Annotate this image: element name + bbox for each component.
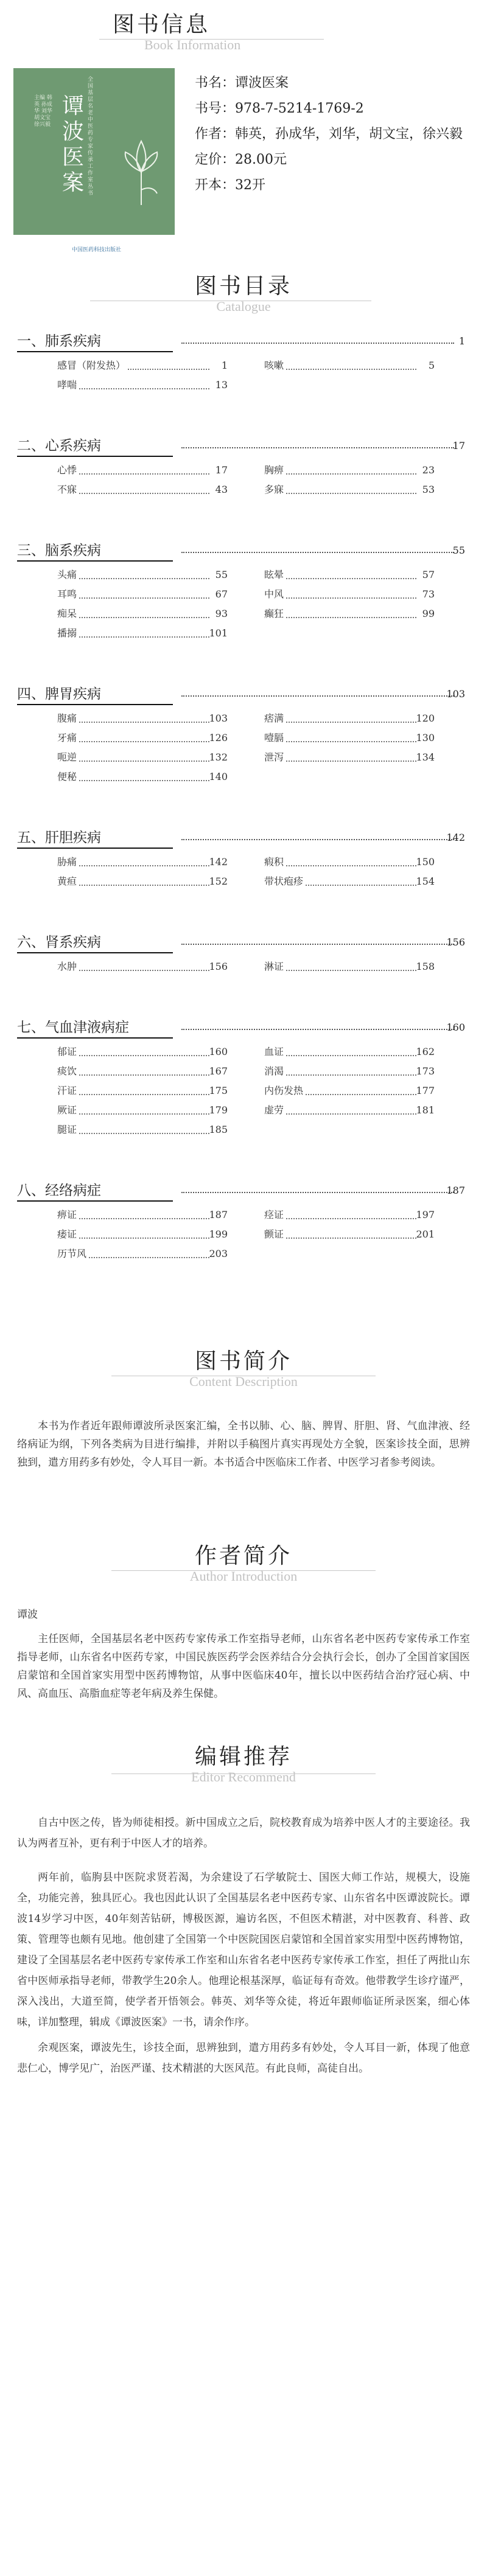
entry-dot-leader — [57, 865, 209, 866]
toc-entry[interactable] — [264, 1042, 435, 1062]
entry-dot-leader — [57, 578, 209, 579]
catalogue-heading: 图书目录 — [194, 274, 292, 299]
entry-page-number: 167 — [209, 1065, 228, 1077]
catalogue-list — [0, 327, 487, 1300]
entry-dot-leader — [264, 970, 416, 971]
entry-title: 感冒（附发热） — [57, 356, 128, 375]
editor-paragraph-1: 自古中医之传，皆为师徒相授。新中国成立之后，院校教育成为培养中医人才的主要途径。我认为两者互补，更有利于中医人才的培养。 — [17, 1817, 470, 1850]
book-isbn-field: 书号：978-7-5214-1769-2 — [195, 101, 364, 116]
toc-row — [17, 1244, 465, 1264]
toc-entry[interactable] — [57, 852, 228, 872]
chapter-heading — [17, 1013, 465, 1042]
chapter-heading — [17, 680, 465, 709]
entry-page-number: 158 — [416, 961, 435, 972]
chapter-dot-leader — [181, 944, 454, 945]
entry-title: 头痛 — [57, 565, 79, 585]
entry-title: 不寐 — [57, 480, 79, 500]
toc-entry[interactable] — [264, 872, 435, 891]
toc-entry[interactable] — [264, 728, 435, 748]
entry-title: 耳鸣 — [57, 585, 79, 604]
entry-page-number: 43 — [215, 484, 228, 495]
toc-entry[interactable] — [57, 604, 228, 624]
chapter-page-number: 142 — [446, 832, 465, 843]
toc-row — [17, 624, 465, 643]
toc-entry[interactable] — [57, 624, 228, 643]
toc-entry[interactable] — [57, 565, 228, 585]
chapter-page-number: 156 — [446, 936, 465, 948]
entry-page-number: 120 — [416, 712, 435, 724]
toc-row — [17, 461, 465, 480]
toc-entry[interactable] — [57, 1042, 228, 1062]
entry-dot-leader — [57, 636, 209, 638]
entry-page-number: 156 — [209, 961, 228, 972]
entry-dot-leader — [57, 617, 209, 618]
toc-row — [17, 1101, 465, 1120]
book-format-field: 开本：32开 — [195, 178, 265, 193]
entry-dot-leader — [264, 493, 416, 494]
entry-page-number: 53 — [422, 484, 435, 495]
author-rule — [111, 1570, 376, 1571]
toc-entry[interactable] — [57, 480, 228, 500]
entry-dot-leader — [57, 761, 209, 762]
entry-title: 噎膈 — [264, 728, 286, 748]
editor-body — [0, 1812, 487, 2079]
entry-title: 胸痹 — [264, 461, 286, 480]
catalogue-heading-en: Catalogue — [216, 299, 271, 314]
intro-heading: 图书简介 — [194, 1349, 292, 1374]
chapter-spacer — [17, 643, 465, 680]
entry-title: 痉证 — [264, 1205, 286, 1225]
chapter-title: 六、肾系疾病 — [17, 935, 101, 950]
book-info-heading-en: Book Information — [144, 37, 241, 52]
toc-row — [17, 1062, 465, 1081]
entry-dot-leader — [57, 1055, 209, 1056]
entry-dot-leader — [57, 1218, 209, 1219]
chapter-title: 三、脑系疾病 — [17, 543, 101, 559]
entry-title: 癫狂 — [264, 604, 286, 624]
toc-row — [17, 1042, 465, 1062]
chapter-heading — [17, 928, 465, 957]
chapter-dot-leader — [181, 552, 454, 553]
chapter-heading — [17, 1176, 465, 1205]
entry-page-number: 150 — [416, 856, 435, 868]
toc-row — [17, 852, 465, 872]
entry-title: 历节风 — [57, 1244, 89, 1264]
author-header — [0, 1539, 487, 1606]
entry-dot-leader — [264, 578, 416, 579]
entry-title: 痞满 — [264, 709, 286, 728]
entry-dot-leader — [264, 1113, 416, 1115]
chapter-title: 五、肝胆疾病 — [17, 830, 101, 846]
toc-entry[interactable] — [57, 356, 228, 375]
toc-row — [17, 872, 465, 891]
entry-page-number: 154 — [416, 875, 435, 887]
toc-entry[interactable] — [264, 461, 435, 480]
entry-page-number: 142 — [209, 856, 228, 868]
chapter-dot-leader — [181, 695, 454, 697]
entry-page-number: 197 — [416, 1209, 435, 1220]
entry-page-number: 181 — [416, 1104, 435, 1116]
chapter-underline — [17, 952, 173, 953]
entry-page-number: 134 — [416, 751, 435, 763]
entry-page-number: 55 — [215, 569, 228, 580]
chapter-title: 二、心系疾病 — [17, 438, 101, 454]
author-heading-en: Author Introduction — [189, 1568, 298, 1584]
entry-dot-leader — [57, 473, 209, 475]
entry-title: 呃逆 — [57, 748, 79, 767]
entry-title: 淋证 — [264, 957, 286, 976]
entry-dot-leader — [264, 741, 416, 742]
entry-page-number: 17 — [215, 464, 228, 476]
author-section — [0, 1539, 487, 1703]
book-info-heading: 图书信息 — [113, 12, 211, 37]
entry-page-number: 99 — [422, 608, 435, 619]
entry-dot-leader — [57, 1113, 209, 1115]
toc-entry[interactable] — [57, 1062, 228, 1081]
entry-title: 痿证 — [57, 1225, 79, 1244]
toc-row — [17, 1225, 465, 1244]
chapter-spacer — [17, 500, 465, 536]
book-price-field: 定价：28.00元 — [195, 152, 287, 167]
entry-page-number: 140 — [209, 771, 228, 782]
entry-dot-leader — [264, 617, 416, 618]
toc-entry[interactable] — [264, 1225, 435, 1244]
toc-row — [17, 1120, 465, 1140]
entry-title: 中风 — [264, 585, 286, 604]
entry-title: 咳嗽 — [264, 356, 286, 375]
chapter-dot-leader — [181, 343, 454, 344]
entry-title: 胁痛 — [57, 852, 79, 872]
entry-dot-leader — [57, 388, 209, 389]
author-heading: 作者简介 — [194, 1544, 292, 1568]
entry-page-number: 5 — [428, 360, 435, 371]
book-title-field: 书名：谭波医案 — [195, 75, 289, 91]
chapter-title: 一、肺系疾病 — [17, 333, 101, 349]
editor-heading: 编辑推荐 — [194, 1744, 292, 1769]
entry-title: 瘕积 — [264, 852, 286, 872]
entry-page-number: 199 — [209, 1228, 228, 1240]
entry-dot-leader — [57, 1238, 209, 1239]
chapter-spacer — [17, 891, 465, 928]
chapter-dot-leader — [181, 1192, 454, 1193]
entry-title: 虚劳 — [264, 1101, 286, 1120]
chapter-page-number: 55 — [452, 545, 465, 556]
entry-dot-leader — [264, 473, 416, 475]
chapter-underline — [17, 560, 173, 562]
lotus-illustration — [117, 135, 166, 208]
entry-title: 内伤发热 — [264, 1081, 306, 1101]
chapter-dot-leader — [181, 1029, 454, 1030]
entry-title: 郁证 — [57, 1042, 79, 1062]
entry-dot-leader — [57, 970, 209, 971]
entry-page-number: 152 — [209, 875, 228, 887]
entry-dot-leader — [264, 722, 416, 723]
toc-row — [17, 1081, 465, 1101]
entry-title: 水肿 — [57, 957, 79, 976]
chapter-entries — [17, 565, 465, 643]
chapter-dot-leader — [181, 447, 454, 448]
entry-title: 哮喘 — [57, 375, 79, 395]
author-paragraph: 主任医师，全国基层名老中医药专家传承工作室指导老师，山东省名老中医药专家传承工作室指导老师，山东省名中医药专家，中国民族医药学会医养结合分会执行会长，创办了全国首家国医启蒙馆和全国首家实用型中医药博物馆，从事中医临床40年，擅长以中医药结合治疗冠心病、中风、高血压、高脂血症等老年病及养生保健。 — [17, 1633, 470, 1700]
entry-title: 心悸 — [57, 461, 79, 480]
entry-title: 眩晕 — [264, 565, 286, 585]
chapter-page-number: 1 — [458, 335, 465, 347]
entry-page-number: 13 — [215, 379, 228, 391]
chapter-entries — [17, 1205, 465, 1264]
entry-page-number: 132 — [209, 751, 228, 763]
entry-title: 痹证 — [57, 1205, 79, 1225]
toc-entry[interactable] — [264, 957, 435, 976]
toc-entry[interactable] — [57, 728, 228, 748]
toc-row — [17, 748, 465, 767]
entry-dot-leader — [264, 1055, 416, 1056]
toc-entry[interactable] — [264, 1205, 435, 1225]
entry-dot-leader — [57, 722, 209, 723]
toc-entry[interactable] — [264, 709, 435, 728]
book-authors-field: 作者：韩英，孙成华，刘华，胡文宝，徐兴毅 — [195, 127, 463, 142]
chapter-entries — [17, 852, 465, 891]
chapter-page-number: 17 — [452, 440, 465, 451]
chapter-underline — [17, 1200, 173, 1202]
entry-dot-leader — [57, 780, 209, 781]
entry-page-number: 101 — [209, 627, 228, 639]
chapter-underline — [17, 848, 173, 849]
entry-page-number: 57 — [422, 569, 435, 580]
entry-page-number: 103 — [209, 712, 228, 724]
entry-dot-leader — [264, 761, 416, 762]
toc-row — [17, 604, 465, 624]
entry-dot-leader — [264, 1218, 416, 1219]
chapter-heading — [17, 431, 465, 461]
chapter-title: 八、经络病症 — [17, 1183, 101, 1199]
toc-entry[interactable] — [264, 748, 435, 767]
entry-page-number: 201 — [416, 1228, 435, 1240]
toc-entry[interactable] — [57, 872, 228, 891]
toc-entry[interactable] — [264, 604, 435, 624]
entry-dot-leader — [264, 1238, 416, 1239]
entry-dot-leader — [264, 597, 416, 599]
chapter-page-number: 187 — [446, 1185, 465, 1196]
entry-title: 带状疱疹 — [264, 872, 306, 891]
editor-section — [0, 1739, 487, 2079]
chapter-title: 四、脾胃疾病 — [17, 686, 101, 702]
entry-dot-leader — [57, 885, 209, 886]
entry-title: 汗证 — [57, 1081, 79, 1101]
toc-entry[interactable] — [264, 1101, 435, 1120]
intro-body — [0, 1417, 487, 1472]
cover-authors: 主编 韩英 孙成华 刘华 胡文宝 徐兴毅 — [34, 95, 52, 128]
entry-title: 腹痛 — [57, 709, 79, 728]
catalogue-header — [0, 269, 487, 327]
intro-section — [0, 1344, 487, 1472]
chapter-entries — [17, 1042, 465, 1140]
entry-dot-leader — [264, 865, 416, 866]
chapter-heading — [17, 823, 465, 852]
entry-title: 血证 — [264, 1042, 286, 1062]
toc-entry[interactable] — [57, 957, 228, 976]
catalogue-section — [0, 269, 487, 1300]
toc-row — [17, 709, 465, 728]
toc-row — [17, 375, 465, 395]
editor-heading-en: Editor Recommend — [191, 1769, 296, 1784]
entry-title: 黄疸 — [57, 872, 79, 891]
chapter-dot-leader — [181, 839, 454, 840]
chapter-underline — [17, 456, 173, 457]
book-info-header — [0, 0, 487, 68]
chapter-page-number: 103 — [446, 688, 465, 700]
entry-dot-leader — [57, 493, 209, 494]
entry-title: 泄泻 — [264, 748, 286, 767]
entry-dot-leader — [57, 1094, 209, 1095]
chapter-spacer — [17, 395, 465, 431]
entry-page-number: 130 — [416, 732, 435, 743]
entry-page-number: 173 — [416, 1065, 435, 1077]
toc-entry[interactable] — [57, 767, 228, 787]
toc-entry[interactable] — [264, 356, 435, 375]
toc-entry[interactable] — [57, 461, 228, 480]
toc-entry[interactable] — [57, 748, 228, 767]
entry-title: 痴呆 — [57, 604, 79, 624]
editor-paragraph-2: 两年前，临朐县中医院求贤若渴，为余建设了石学敏院士、国医大师工作站，规模大，设施全，功能完善，独具匠心。我也因此认识了全国基层名老中医药专家、山东省名中医谭波院长。谭波14岁学习中医，40年刻苦钻研，博极医源，遍访名医，不但医术精湛，对中医教育、科普、政策、管理等也颇有见地。他创建了全国第一个中医院国医启蒙馆和全国首家实用型中医药博物馆，建设了全国基层名老中医药专家传承工作室和山东省名老中医药专家传承工作室，担任了两批山东省中医师承指导老师，带教学生20余人。他理论根基深厚，临证每有奇效。他带教学生诊疗谨严，深入浅出，大道至简，使学者开悟领会。韩英、刘华等众徒，将近年跟师临证所录医案，细心体味，详加整理，辑成《谭波医案》一书，请余作序。 — [17, 1871, 470, 2028]
entry-page-number: 175 — [209, 1085, 228, 1096]
chapter-title: 七、气血津液病症 — [17, 1020, 129, 1036]
entry-title: 厥证 — [57, 1101, 79, 1120]
entry-title: 颤证 — [264, 1225, 286, 1244]
cover-series-text: 全国基层名老中医药专家传承工作室丛书 — [88, 77, 94, 197]
chapter-heading — [17, 327, 465, 356]
entry-page-number: 162 — [416, 1046, 435, 1057]
toc-entry[interactable] — [264, 852, 435, 872]
toc-row — [17, 565, 465, 585]
toc-entry[interactable] — [57, 1120, 228, 1140]
toc-entry[interactable] — [264, 585, 435, 604]
author-name: 谭波 — [17, 1609, 38, 1621]
chapter-entries — [17, 957, 465, 976]
intro-heading-en: Content Description — [189, 1374, 298, 1389]
toc-entry[interactable] — [264, 1081, 435, 1101]
book-info-rule — [99, 39, 324, 40]
entry-page-number: 67 — [215, 588, 228, 600]
entry-dot-leader — [57, 1133, 209, 1134]
chapter-entries — [17, 461, 465, 500]
toc-row — [17, 728, 465, 748]
toc-row — [17, 480, 465, 500]
chapter-underline — [17, 351, 173, 352]
chapter-spacer — [17, 1140, 465, 1176]
chapter-spacer — [17, 787, 465, 823]
entry-page-number: 179 — [209, 1104, 228, 1116]
entry-page-number: 203 — [209, 1248, 228, 1259]
entry-title: 牙痛 — [57, 728, 79, 748]
chapter-heading — [17, 536, 465, 565]
entry-dot-leader — [57, 1074, 209, 1076]
chapter-entries — [17, 356, 465, 395]
entry-title: 痰饮 — [57, 1062, 79, 1081]
cover-title: 谭波医案 — [62, 94, 85, 195]
entry-page-number: 23 — [422, 464, 435, 476]
entry-title: 便秘 — [57, 767, 79, 787]
toc-row — [17, 356, 465, 375]
toc-row — [17, 767, 465, 787]
toc-entry[interactable] — [57, 585, 228, 604]
book-cover-image — [13, 68, 175, 263]
chapter-entries — [17, 709, 465, 787]
toc-row — [17, 585, 465, 604]
editor-paragraph-3: 余观医案，谭波先生，诊技全面，思辨独到，遣方用药多有妙处，令人耳目一新，体现了他意悲仁心，博学见广，治医严谨、技术精湛的大医风范。有此良师，高徒自出。 — [17, 2042, 470, 2075]
author-body — [0, 1606, 487, 1703]
toc-row — [17, 957, 465, 976]
toc-row — [17, 1205, 465, 1225]
editor-header — [0, 1739, 487, 1812]
toc-entry[interactable] — [57, 375, 228, 395]
intro-header — [0, 1344, 487, 1417]
toc-entry[interactable] — [57, 1244, 228, 1264]
cover-publisher: 中国医药科技出版社 — [72, 247, 122, 253]
toc-entry[interactable] — [264, 480, 435, 500]
chapter-underline — [17, 1037, 173, 1039]
chapter-page-number: 160 — [446, 1022, 465, 1033]
entry-page-number: 160 — [209, 1046, 228, 1057]
entry-dot-leader — [57, 597, 209, 599]
toc-entry[interactable] — [57, 1205, 228, 1225]
chapter-underline — [17, 704, 173, 705]
entry-title: 播搦 — [57, 624, 79, 643]
toc-entry[interactable] — [264, 565, 435, 585]
book-meta-list — [195, 71, 475, 198]
chapter-spacer — [17, 1264, 465, 1300]
toc-entry[interactable] — [264, 1062, 435, 1081]
entry-page-number: 185 — [209, 1124, 228, 1135]
book-info-body — [0, 68, 487, 269]
book-info-section — [0, 0, 487, 269]
entry-page-number: 93 — [215, 608, 228, 619]
toc-entry[interactable] — [57, 1081, 228, 1101]
entry-dot-leader — [264, 1074, 416, 1076]
entry-page-number: 1 — [221, 360, 228, 371]
toc-entry[interactable] — [57, 1101, 228, 1120]
entry-page-number: 126 — [209, 732, 228, 743]
toc-entry[interactable] — [57, 709, 228, 728]
entry-title: 消渴 — [264, 1062, 286, 1081]
toc-entry[interactable] — [57, 1225, 228, 1244]
entry-title: 腿证 — [57, 1120, 79, 1140]
entry-title: 多寐 — [264, 480, 286, 500]
entry-page-number: 187 — [209, 1209, 228, 1220]
entry-page-number: 177 — [416, 1085, 435, 1096]
entry-dot-leader — [57, 741, 209, 742]
entry-page-number: 73 — [422, 588, 435, 600]
entry-dot-leader — [264, 369, 416, 370]
chapter-spacer — [17, 976, 465, 1013]
intro-paragraph: 本书为作者近年跟师谭波所录医案汇编，全书以肺、心、脑、脾胃、肝胆、肾、气血津液、经络病证为纲，下列各类病为目进行编排，并附以手稿图片真实再现处方全貌，医案诊技全面，思辨独到，遣方用药多有妙处，令人耳目一新。本书适合中医临床工作者、中医学习者参考阅读。 — [17, 1420, 470, 1469]
